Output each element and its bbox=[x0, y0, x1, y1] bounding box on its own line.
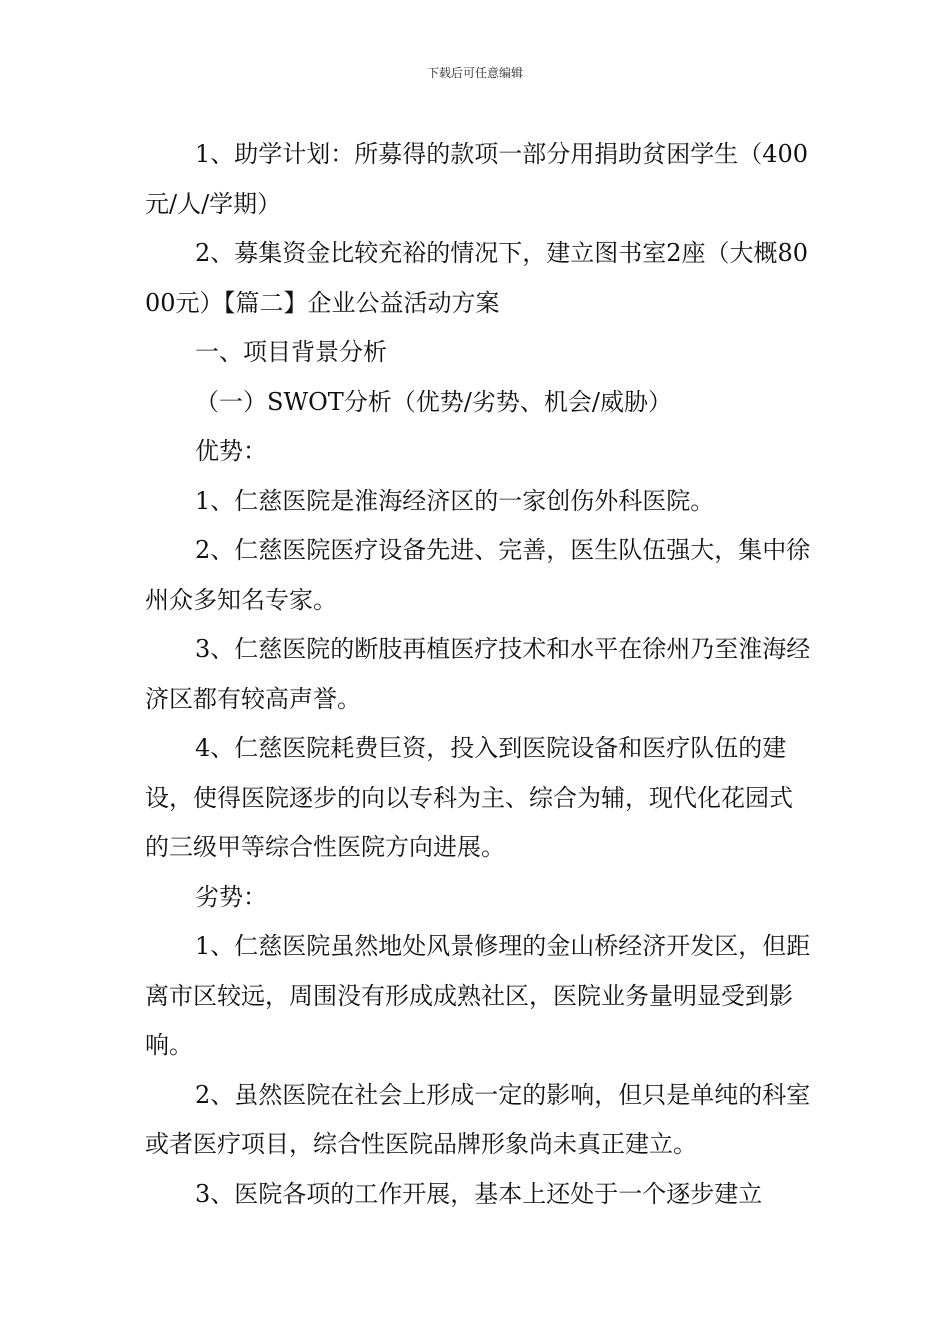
paragraph-aid-plan: 1、助学计划：所募得的款项一部分用捐助贫困学生（400元/人/学期） bbox=[145, 140, 809, 218]
document-body bbox=[145, 130, 815, 1219]
section-heading-background: 一、项目背景分析 bbox=[195, 338, 387, 366]
label-strengths: 优势： bbox=[195, 437, 267, 465]
weakness-item-2: 2、虽然医院在社会上形成一定的影响，但只是单纯的科室或者医疗项目，综合性医院品牌形象尚未真正建立。 bbox=[145, 1080, 811, 1158]
strength-item-4: 4、仁慈医院耗费巨资，投入到医院设备和医疗队伍的建设，使得医院逐步的向以专科为主、综合为辅，现代化花园式的三级甲等综合性医院方向进展。 bbox=[145, 734, 793, 861]
page-header: 下载后可任意编辑 bbox=[426, 66, 523, 80]
weakness-item-3: 3、医院各项的工作开展，基本上还处于一个逐步建立 bbox=[195, 1179, 763, 1208]
strength-item-3: 3、仁慈医院的断肢再植医疗技术和水平在徐州乃至淮海经济区都有较高声誉。 bbox=[145, 635, 811, 713]
label-weaknesses: 劣势： bbox=[195, 882, 267, 911]
weakness-item-1: 1、仁慈医院虽然地处风景修理的金山桥经济开发区，但距离市区较远，周围没有形成成熟社区，医院业务量明显受到影响。 bbox=[145, 932, 811, 1059]
subsection-heading-swot: （一）SWOT分析（优势/劣势、机会/威胁） bbox=[195, 387, 672, 416]
paragraph-library-plan: 2、募集资金比较充裕的情况下，建立图书室2座（大概8000元）【篇二】企业公益活动方案 bbox=[145, 239, 809, 317]
strength-item-1: 1、仁慈医院是淮海经济区的一家创伤外科医院。 bbox=[195, 486, 715, 515]
strength-item-2: 2、仁慈医院医疗设备先进、完善，医生队伍强大，集中徐州众多知名专家。 bbox=[145, 536, 811, 614]
